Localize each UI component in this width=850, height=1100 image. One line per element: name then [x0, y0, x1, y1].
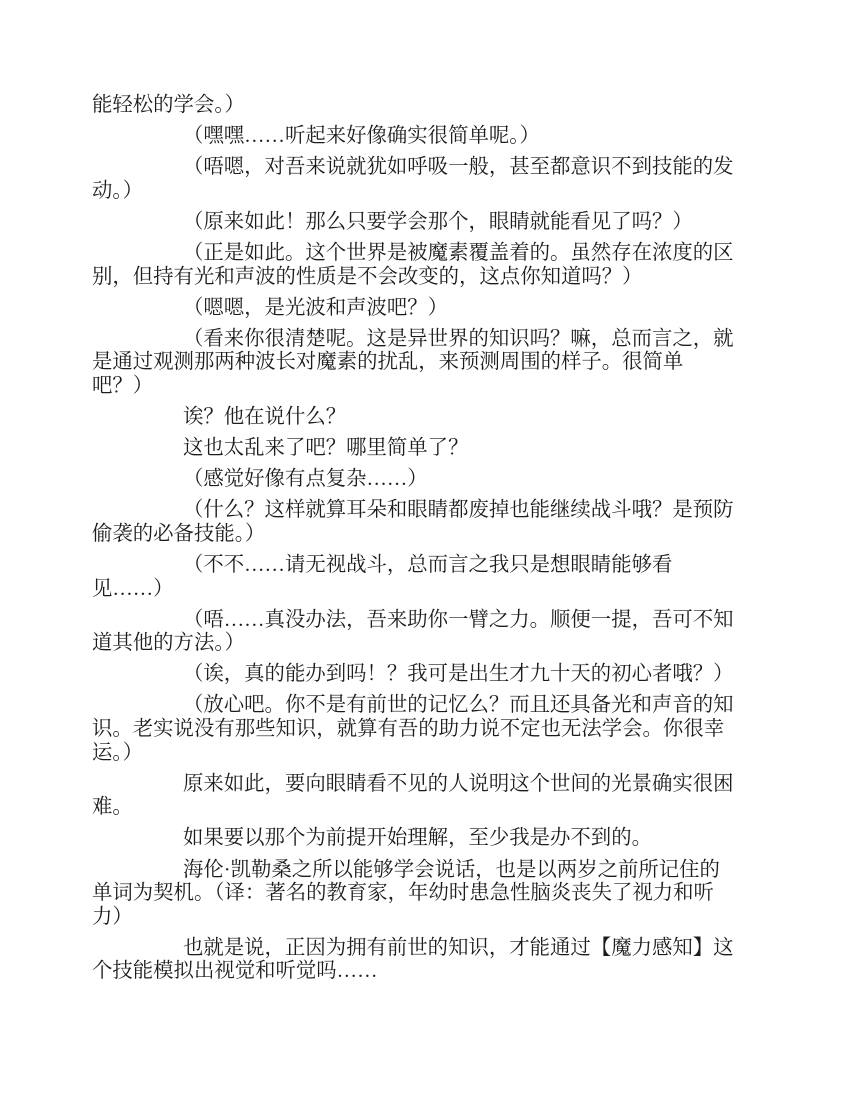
paragraph: （正是如此。这个世界是被魔素覆盖着的。虽然存在浓度的区 别，但持有光和声波的性质是不会改变的，这点你知道吗？） — [92, 241, 734, 288]
paragraph: 能轻松的学会。） — [92, 94, 245, 116]
text-block — [92, 94, 784, 984]
paragraph: （原来如此！那么只要学会那个，眼睛就能看见了吗？） — [183, 210, 693, 233]
paragraph: （看来你很清楚呢。这是异世界的知识吗？嘛，总而言之，就 是通过观测那两种波长对魔素的扰乱，来预测周围的样子。很简单 吧？） — [92, 327, 734, 397]
paragraph: （嘿嘿……听起来好像确实很简单呢。） — [183, 125, 540, 148]
paragraph: （放心吧。你不是有前世的记忆么？而且还具备光和声音的知 识。老实说没有那些知识，就算有吾的助力说不定也无法学会。你很幸 运。） — [92, 694, 734, 764]
paragraph: （嗯嗯，是光波和声波吧？） — [183, 296, 449, 319]
paragraph: （感觉好像有点复杂……） — [183, 468, 428, 491]
paragraph: 原来如此，要向眼睛看不见的人说明这个世间的光景确实很困 难。 — [92, 772, 734, 819]
paragraph: 这也太乱来了吧？哪里简单了？ — [183, 437, 469, 460]
paragraph: 如果要以那个为前提开始理解，至少我是办不到的。 — [183, 827, 652, 850]
paragraph: （诶，真的能办到吗！？我可是出生才九十天的初心者哦？） — [183, 663, 734, 686]
paragraph: （唔……真没办法，吾来助你一臂之力。顺便一提，吾可不知 道其他的方法。） — [92, 608, 734, 655]
paragraph: 诶？他在说什么？ — [183, 406, 347, 429]
paragraph: 也就是说，正因为拥有前世的知识，才能通过【魔力感知】这 个技能模拟出视觉和听觉吗…… — [92, 936, 734, 983]
paragraph: （不不……请无视战斗，总而言之我只是想眼睛能够看 见……） — [92, 554, 673, 600]
paragraph: （唔嗯，对吾来说就犹如呼吸一般，甚至都意识不到技能的发 动。） — [92, 156, 734, 202]
paragraph: 海伦·凯勒桑之所以能够学会说话，也是以两岁之前所记住的 单词为契机。（译：著名的教育家，年幼时患急性脑炎丧失了视力和听 力） — [92, 858, 720, 928]
paragraph: （什么？这样就算耳朵和眼睛都废掉也能继续战斗哦？是预防 偷袭的必备技能。） — [92, 499, 734, 545]
